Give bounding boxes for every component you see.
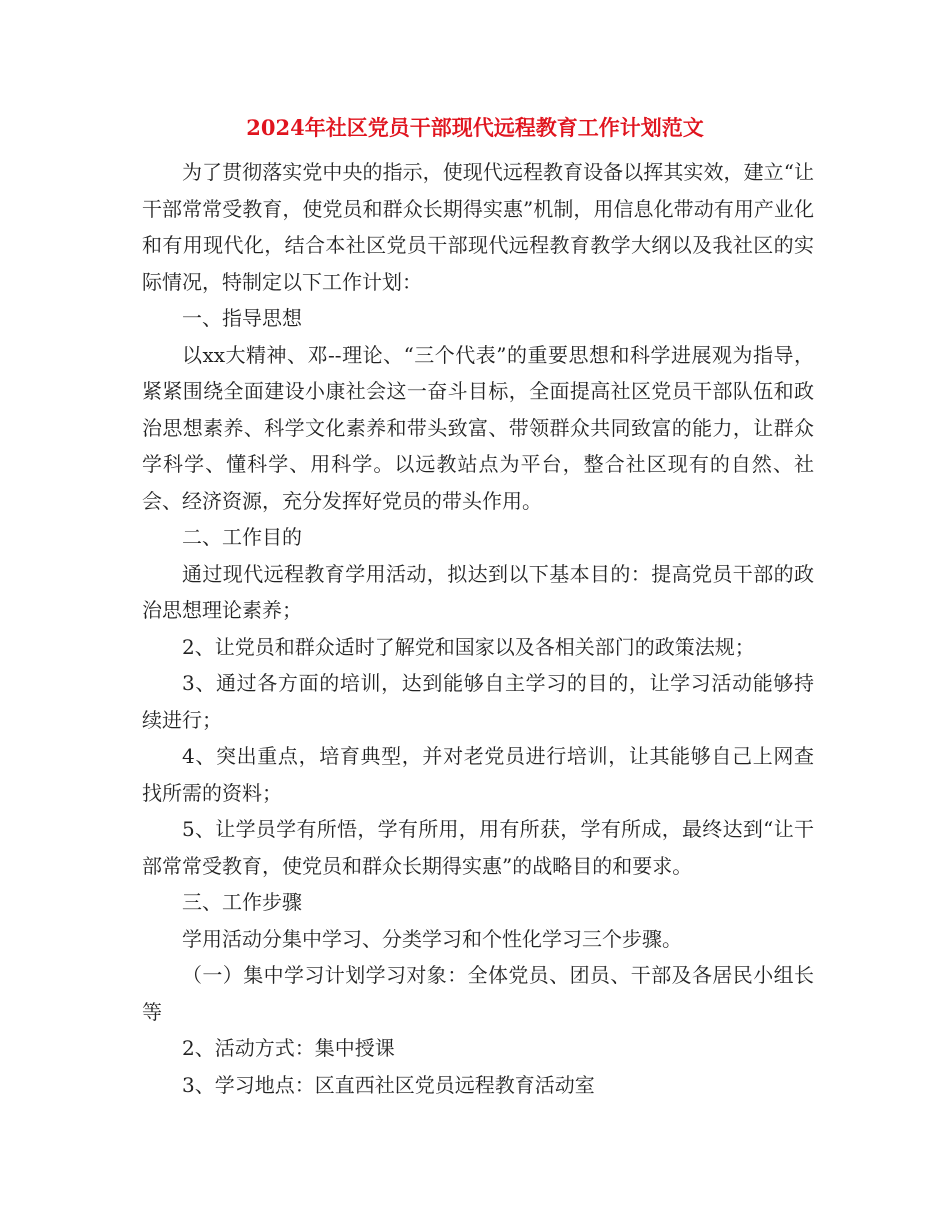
section-heading-guiding-ideology: 一、指导思想: [182, 306, 302, 330]
paragraph-step-1-targets: （一）集中学习计划学习对象：全体党员、团员、干部及各居民小组长等: [142, 963, 814, 1024]
paragraph-step-1-location: 3、学习地点：区直西社区党员远程教育活动室: [182, 1072, 595, 1097]
paragraph-objective-2: 2、让党员和群众适时了解党和国家以及各相关部门的政策法规；: [182, 634, 755, 659]
section-heading-work-steps: 三、工作步骤: [182, 890, 302, 914]
document-body: [142, 154, 814, 1103]
paragraph-guiding-ideology: 以xx大精神、邓--理论、“三个代表”的重要思想和科学进展观为指导，紧紧围绕全面建设小康社会这一奋斗目标，全面提高社区党员干部队伍和政治思想素养、科学文化素养和带头致富、带领群众共同致富的能力，让群众学科学、懂科学、用科学。以远教站点为平台，整合社区现有的自然、社会、经济资源，充分发挥好党员的带头作用。: [142, 342, 814, 513]
paragraph-objective-3: 3、通过各方面的培训，达到能够自主学习的目的，让学习活动能够持续进行；: [142, 671, 814, 732]
paragraph-objective-1: 通过现代远程教育学用活动，拟达到以下基本目的：提高党员干部的政治思想理论素养；: [142, 561, 814, 622]
paragraph-intro: 为了贯彻落实党中央的指示，使现代远程教育设备以挥其实效，建立“让干部常常受教育，使党员和群众长期得实惠”机制，用信息化带动有用产业化和有用现代化，结合本社区党员干部现代远程教育教学大纲以及我社区的实际情况，特制定以下工作计划：: [142, 160, 814, 294]
paragraph-steps-overview: 学用活动分集中学习、分类学习和个性化学习三个步骤。: [182, 926, 682, 951]
section-heading-work-objectives: 二、工作目的: [182, 525, 302, 549]
paragraph-objective-4: 4、突出重点，培育典型，并对老党员进行培训，让其能够自己上网查找所需的资料；: [142, 744, 814, 805]
paragraph-objective-5: 5、让学员学有所悟，学有所用，用有所获，学有所成，最终达到“让干部常常受教育，使党员和群众长期得实惠”的战略目的和要求。: [142, 817, 814, 878]
document-title: 2024年社区党员干部现代远程教育工作计划范文: [246, 115, 704, 140]
paragraph-step-1-method: 2、活动方式：集中授课: [182, 1036, 395, 1060]
